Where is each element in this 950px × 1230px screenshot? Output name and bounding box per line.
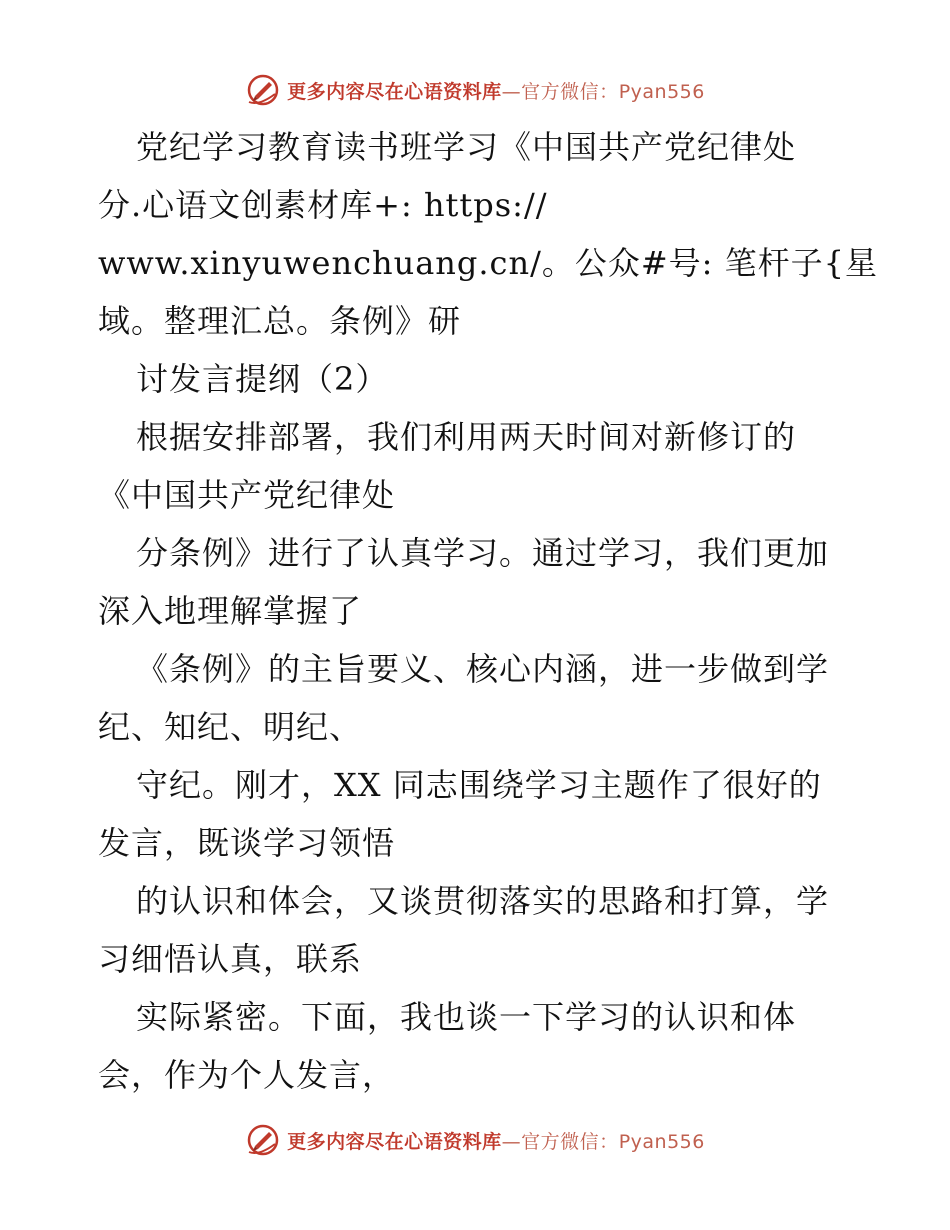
banner-main-text: 更多内容尽在心语资料库 xyxy=(287,1130,502,1153)
body-line: 习细悟认真，联系 xyxy=(98,940,363,978)
footer-banner xyxy=(0,1120,950,1160)
banner-main-text: 更多内容尽在心语资料库 xyxy=(287,80,502,103)
body-line: 讨发言提纲（2） xyxy=(136,360,389,398)
banner-text xyxy=(287,1127,705,1154)
body-line: 《条例》的主旨要义、核心内涵，进一步做到学 xyxy=(136,650,830,688)
pen-logo-icon xyxy=(245,1122,281,1158)
pen-logo-icon xyxy=(245,72,281,108)
header-banner xyxy=(0,70,950,110)
banner-sub-text: 官方微信： xyxy=(521,80,619,103)
document-body xyxy=(98,118,878,1104)
body-line: 发言，既谈学习领悟 xyxy=(98,824,396,862)
body-line: 根据安排部署，我们利用两天时间对新修订的 xyxy=(136,418,797,456)
banner-sub-text: 官方微信： xyxy=(521,1130,619,1153)
body-line: 的认识和体会，又谈贯彻落实的思路和打算，学 xyxy=(136,882,830,920)
body-line: 域。整理汇总。条例》研 xyxy=(98,302,462,340)
body-line: www.xinyuwenchuang.cn/。公众#号: 笔杆子{星 xyxy=(98,244,878,282)
body-line: 党纪学习教育读书班学习《中国共产党纪律处 xyxy=(136,128,797,166)
body-line: 实际紧密。下面，我也谈一下学习的认识和体 xyxy=(136,998,797,1036)
body-line: 守纪。刚才，XX 同志围绕学习主题作了很好的 xyxy=(136,766,822,804)
banner-dash: — xyxy=(501,80,522,103)
banner-wechat-id: Pyan556 xyxy=(618,80,705,103)
banner-dash: — xyxy=(501,1130,522,1153)
banner-text xyxy=(287,77,705,104)
body-line: 会，作为个人发言， xyxy=(98,1056,396,1094)
banner-wechat-id: Pyan556 xyxy=(618,1130,705,1153)
body-line: 纪、知纪、明纪、 xyxy=(98,708,363,746)
body-line: 深入地理解掌握了 xyxy=(98,592,363,630)
body-line: 分.心语文创素材库+: https:// xyxy=(98,186,548,224)
body-line: 《中国共产党纪律处 xyxy=(98,476,396,514)
body-line: 分条例》进行了认真学习。通过学习，我们更加 xyxy=(136,534,830,572)
